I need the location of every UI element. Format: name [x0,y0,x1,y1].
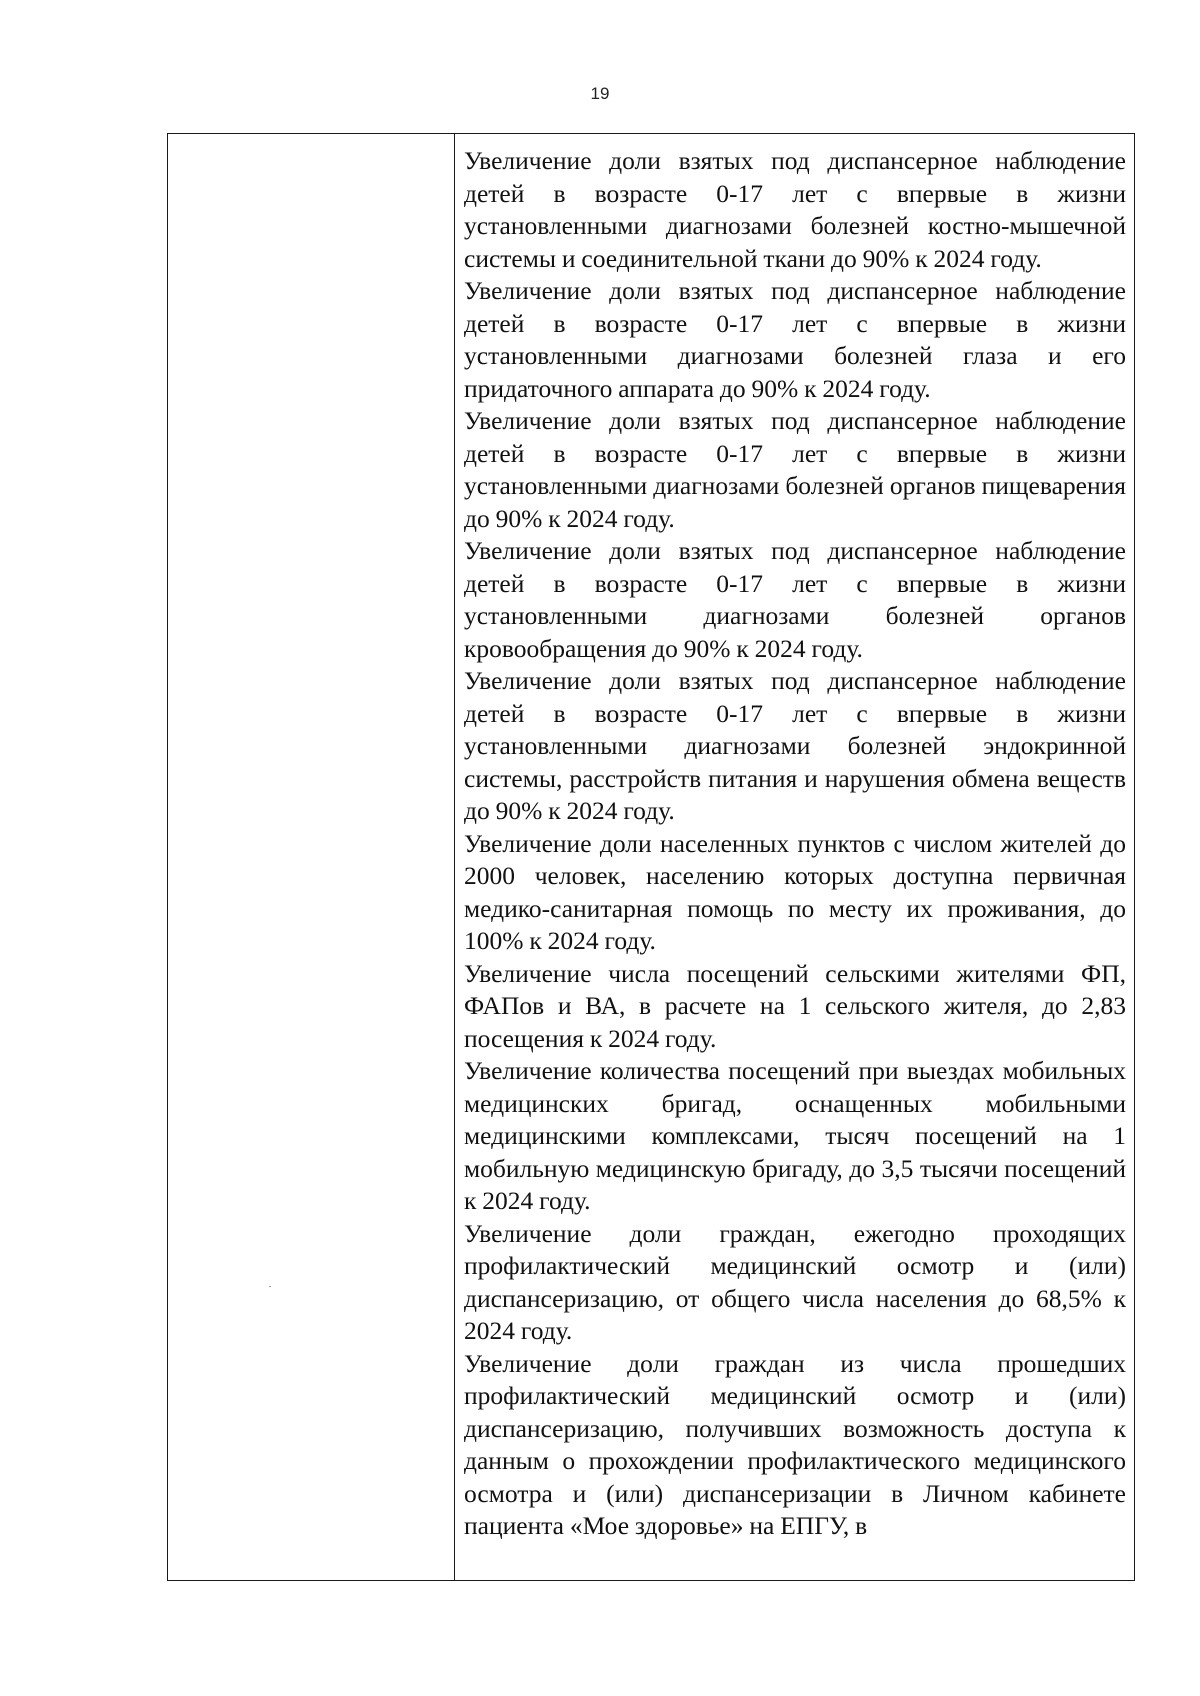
indicator-paragraph: Увеличение доли взятых под диспансерное наблюдение детей в возрасте 0-17 лет с впервые в жизни установленными диагнозами болезней глаза и его придаточного аппарата до 90% к 2024 году. [464,276,1126,403]
indicator-paragraph: Увеличение числа посещений сельскими жителями ФП, ФАПов и ВА, в расчете на 1 сельского жителя, до 2,83 посещения к 2024 году. [464,958,1126,1053]
indicator-paragraph: Увеличение доли взятых под диспансерное наблюдение детей в возрасте 0-17 лет с впервые в жизни установленными диагнозами болезней костно-мышечной системы и соединительной ткани до 90% к 2024 году. [464,146,1126,273]
indicator-paragraph: Увеличение доли граждан из числа прошедших профилактический медицинский осмотр и (или) диспансеризацию, получивших возможность доступа к данным о прохождении профилактического медицинского осмотра и (или) диспансеризации в Личном кабинете пациента «Мое здоровье» на ЕПГУ, в [464,1348,1126,1540]
table-left-cell [168,134,455,1580]
document-table [167,133,1135,1581]
indicator-paragraph: Увеличение доли взятых под диспансерное наблюдение детей в возрасте 0-17 лет с впервые в жизни установленными диагнозами болезней эндокринной системы, расстройств питания и нарушения обмена веществ до 90% к 2024 году. [464,666,1126,825]
indicator-paragraph: Увеличение доли граждан, ежегодно проходящих профилактический медицинский осмотр и (или) диспансеризацию, от общего числа населения до 68,5% к 2024 году. [464,1218,1126,1345]
indicator-paragraph: Увеличение доли взятых под диспансерное наблюдение детей в возрасте 0-17 лет с впервые в жизни установленными диагнозами болезней органов кровообращения до 90% к 2024 году. [464,536,1126,663]
indicator-paragraph: Увеличение доли взятых под диспансерное наблюдение детей в возрасте 0-17 лет с впервые в жизни установленными диагнозами болезней органов пищеварения до 90% к 2024 году. [464,406,1126,533]
table-right-cell [455,134,1134,1580]
scan-speck [269,1286,271,1287]
indicator-paragraph: Увеличение количества посещений при выездах мобильных медицинских бригад, оснащенных мобильными медицинскими комплексами, тысяч посещений на 1 мобильную медицинскую бригаду, до 3,5 тысячи посещений к 2024 году. [464,1056,1126,1215]
page-number: 19 [590,84,610,103]
indicator-paragraph: Увеличение доли населенных пунктов с числом жителей до 2000 человек, населению которых доступна первичная медико-санитарная помощь по месту их проживания, до 100% к 2024 году. [464,828,1126,955]
